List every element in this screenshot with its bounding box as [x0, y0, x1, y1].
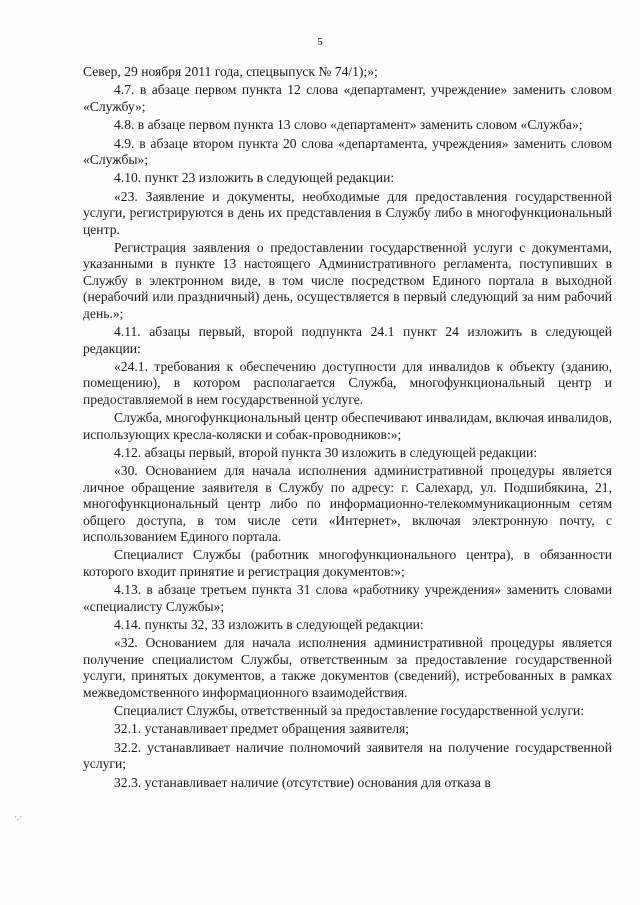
paragraph-32-3: 32.3. устанавливает наличие (отсутствие) основания для отказа в — [114, 774, 491, 790]
paragraph-4-7: 4.7. в абзаце первом пункта 12 слова «департамент, учреждение» заменить словом «Службу»; — [83, 82, 612, 114]
paragraph-specialist-responsible: Специалист Службы, ответственный за предоставление государственной услуги: — [114, 703, 585, 719]
paragraph-4-14: 4.14. пункты 32, 33 изложить в следующей редакции: — [114, 617, 424, 632]
paragraph-4-13: 4.13. в абзаце третьем пункта 31 слова «работнику учреждения» заменить словами «специалисту Службы»; — [83, 582, 612, 614]
paragraph-4-8: 4.8. в абзаце первом пункта 13 слово «департамент» заменить словом «Служба»; — [114, 117, 583, 133]
paragraph-32-2: 32.2. устанавливает наличие полномочий заявителя на получение государственной услуги; — [83, 739, 612, 772]
paragraph-30: «30. Основанием для начала исполнения административной процедуры является личное обращение заявителя в Службу по адресу: г. Салехард, ул. Подшибякина, 21, многофункциональный центр либо по информационно-телекоммуникационным сетям общего доступа, в том числе сети «Интернет», включая электронную почту, с использованием Единого портала. — [83, 463, 612, 544]
paragraph-service-disabled: Служба, многофункциональный центр обеспечивают инвалидам, включая инвалидов, использующих кресла-коляски и собак-проводников:»; — [83, 410, 612, 442]
page-number: 5 — [317, 36, 323, 48]
paragraph-32-1: 32.1. устанавливает предмет обращения заявителя; — [114, 721, 410, 737]
paragraph-4-9: 4.9. в абзаце втором пункта 20 слова «департамента, учреждения» заменить словом «Службы»; — [83, 135, 612, 168]
scan-margin-dots: ·.· — [14, 812, 23, 822]
paragraph-24-1: «24.1. требования к обеспечению доступности для инвалидов к объекту (зданию, помещению), в котором располагается Служба, многофункциональный центр и предоставляемой в нем государственной услуге. — [83, 358, 612, 407]
paragraph-4-11: 4.11. абзацы первый, второй подпункта 24.1 пункт 24 изложить в следующей редакции: — [83, 324, 612, 356]
paragraph-continuation: Север, 29 ноября 2011 года, спецвыпуск № 74/1);»; — [83, 64, 378, 79]
paragraph-specialist-duties: Специалист Службы (работник многофункционального центра), в обязанности которого входит принятие и регистрация документов:»; — [83, 547, 612, 579]
paragraph-4-10: 4.10. пункт 23 изложить в следующей редакции: — [114, 170, 395, 186]
paragraph-4-12: 4.12. абзацы первый, второй пункта 30 изложить в следующей редакции: — [114, 444, 538, 460]
paragraph-32: «32. Основанием для начала исполнения административной процедуры является получение специалистом Службы, ответственным за предоставление государственной услуги, принятых документов, а также документов (сведений), истребованных в рамках межведомственного информационного взаимодействия. — [83, 635, 612, 700]
paragraph-registration: Регистрация заявления о предоставлении государственной услуги с документами, указанными в пункте 13 настоящего Административного регламента, поступивших в Службу в электронном виде, в том числе посредством Единого портала в выходной (нерабочий или праздничный) день, осуществляется в первый следующий за ним рабочий день.»; — [83, 240, 612, 321]
document-body — [83, 64, 612, 793]
paragraph-23: «23. Заявление и документы, необходимые для предоставления государственной услуги, регистрируются в день их представления в Службу либо в многофункциональный центр. — [83, 188, 612, 237]
